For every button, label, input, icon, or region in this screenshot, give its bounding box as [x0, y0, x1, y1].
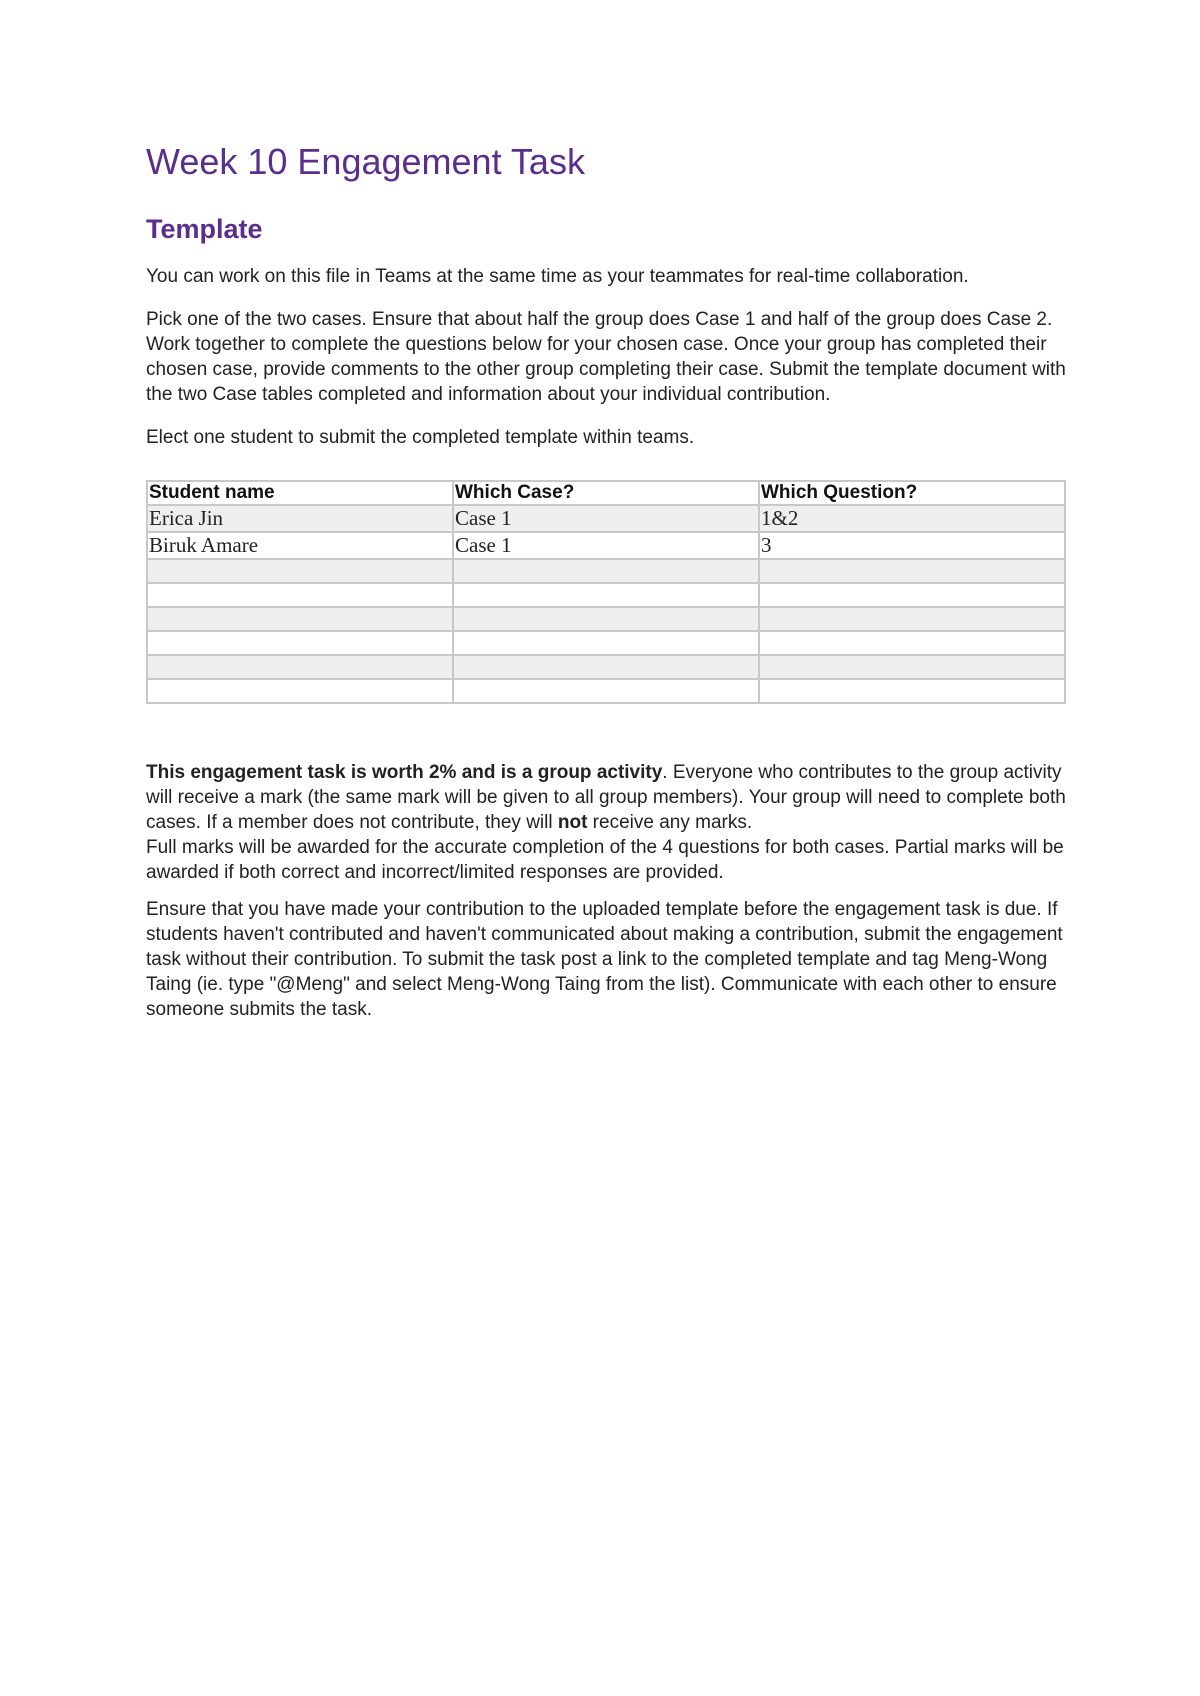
- page-title: Week 10 Engagement Task: [146, 141, 585, 182]
- info-not-emphasis: not: [557, 811, 588, 833]
- table-row: [147, 679, 1065, 703]
- cell-which-question[interactable]: [759, 679, 1065, 703]
- cell-student-name[interactable]: Erica Jin: [147, 505, 453, 532]
- cell-which-question[interactable]: 3: [759, 532, 1065, 559]
- header-which-case: Which Case?: [453, 481, 759, 505]
- cell-which-case[interactable]: [453, 607, 759, 631]
- cell-student-name[interactable]: [147, 655, 453, 679]
- cell-which-case[interactable]: [453, 583, 759, 607]
- cell-which-question[interactable]: [759, 655, 1065, 679]
- intro-paragraph-1: You can work on this file in Teams at the same time as your teammates for real-time collaboration.: [146, 265, 969, 287]
- cell-which-case[interactable]: [453, 631, 759, 655]
- table-row: [147, 559, 1065, 583]
- cell-which-question[interactable]: [759, 583, 1065, 607]
- cell-which-question[interactable]: [759, 559, 1065, 583]
- intro-paragraph-3: Elect one student to submit the completed template within teams.: [146, 426, 695, 448]
- cell-student-name[interactable]: [147, 583, 453, 607]
- info-paragraph-3: Ensure that you have made your contribution to the uploaded template before the engagement task is due. If students haven't contributed and haven't communicated about making a contribution, submit the engagement task without their contribution. To submit the task post a link to the completed template and tag Meng-Wong Taing (ie. type "@Meng" and select Meng-Wong Taing from the list). Communicate with each other to ensure someone submits the task.: [146, 898, 1063, 1020]
- cell-student-name[interactable]: [147, 679, 453, 703]
- info-bold-lead: This engagement task is worth 2% and is a group activity: [146, 761, 663, 783]
- cell-student-name[interactable]: [147, 631, 453, 655]
- table-row: [147, 655, 1065, 679]
- cell-which-question[interactable]: 1&2: [759, 505, 1065, 532]
- cell-which-question[interactable]: [759, 631, 1065, 655]
- cell-student-name[interactable]: [147, 607, 453, 631]
- task-info: [146, 760, 1066, 1022]
- cell-which-case[interactable]: [453, 655, 759, 679]
- section-subtitle: Template: [146, 214, 263, 245]
- table-row: [147, 505, 1065, 532]
- table-row: [147, 583, 1065, 607]
- table-row: [147, 532, 1065, 559]
- cell-which-question[interactable]: [759, 607, 1065, 631]
- document-page: [146, 140, 1066, 1022]
- info-paragraph-2: Full marks will be awarded for the accurate completion of the 4 questions for both cases. Partial marks will be awarded if both correct and incorrect/limited responses are provided.: [146, 836, 1064, 883]
- student-table: [146, 480, 1066, 704]
- table-header-row: [147, 481, 1065, 505]
- cell-which-case[interactable]: [453, 679, 759, 703]
- cell-student-name[interactable]: [147, 559, 453, 583]
- cell-student-name[interactable]: Biruk Amare: [147, 532, 453, 559]
- table-row: [147, 607, 1065, 631]
- header-which-question: Which Question?: [759, 481, 1065, 505]
- cell-which-case[interactable]: Case 1: [453, 532, 759, 559]
- info-paragraph-1: [146, 760, 1066, 835]
- cell-which-case[interactable]: Case 1: [453, 505, 759, 532]
- intro-paragraph-2: Pick one of the two cases. Ensure that about half the group does Case 1 and half of the group does Case 2. Work together to complete the questions below for your chosen case. Once your group has completed their chosen case, provide comments to the other group completing their case. Submit the template document with the two Case tables completed and information about your individual contribution.: [146, 308, 1066, 405]
- info-text: receive any marks.: [587, 811, 753, 833]
- info-text: . Everyone who contributes to the group activity will receive a mark (the same mark will be given to all group members). Your group will need to complete both cases. If a member does not contribute, they will: [146, 761, 1066, 833]
- cell-which-case[interactable]: [453, 559, 759, 583]
- table-row: [147, 631, 1065, 655]
- header-student-name: Student name: [147, 481, 453, 505]
